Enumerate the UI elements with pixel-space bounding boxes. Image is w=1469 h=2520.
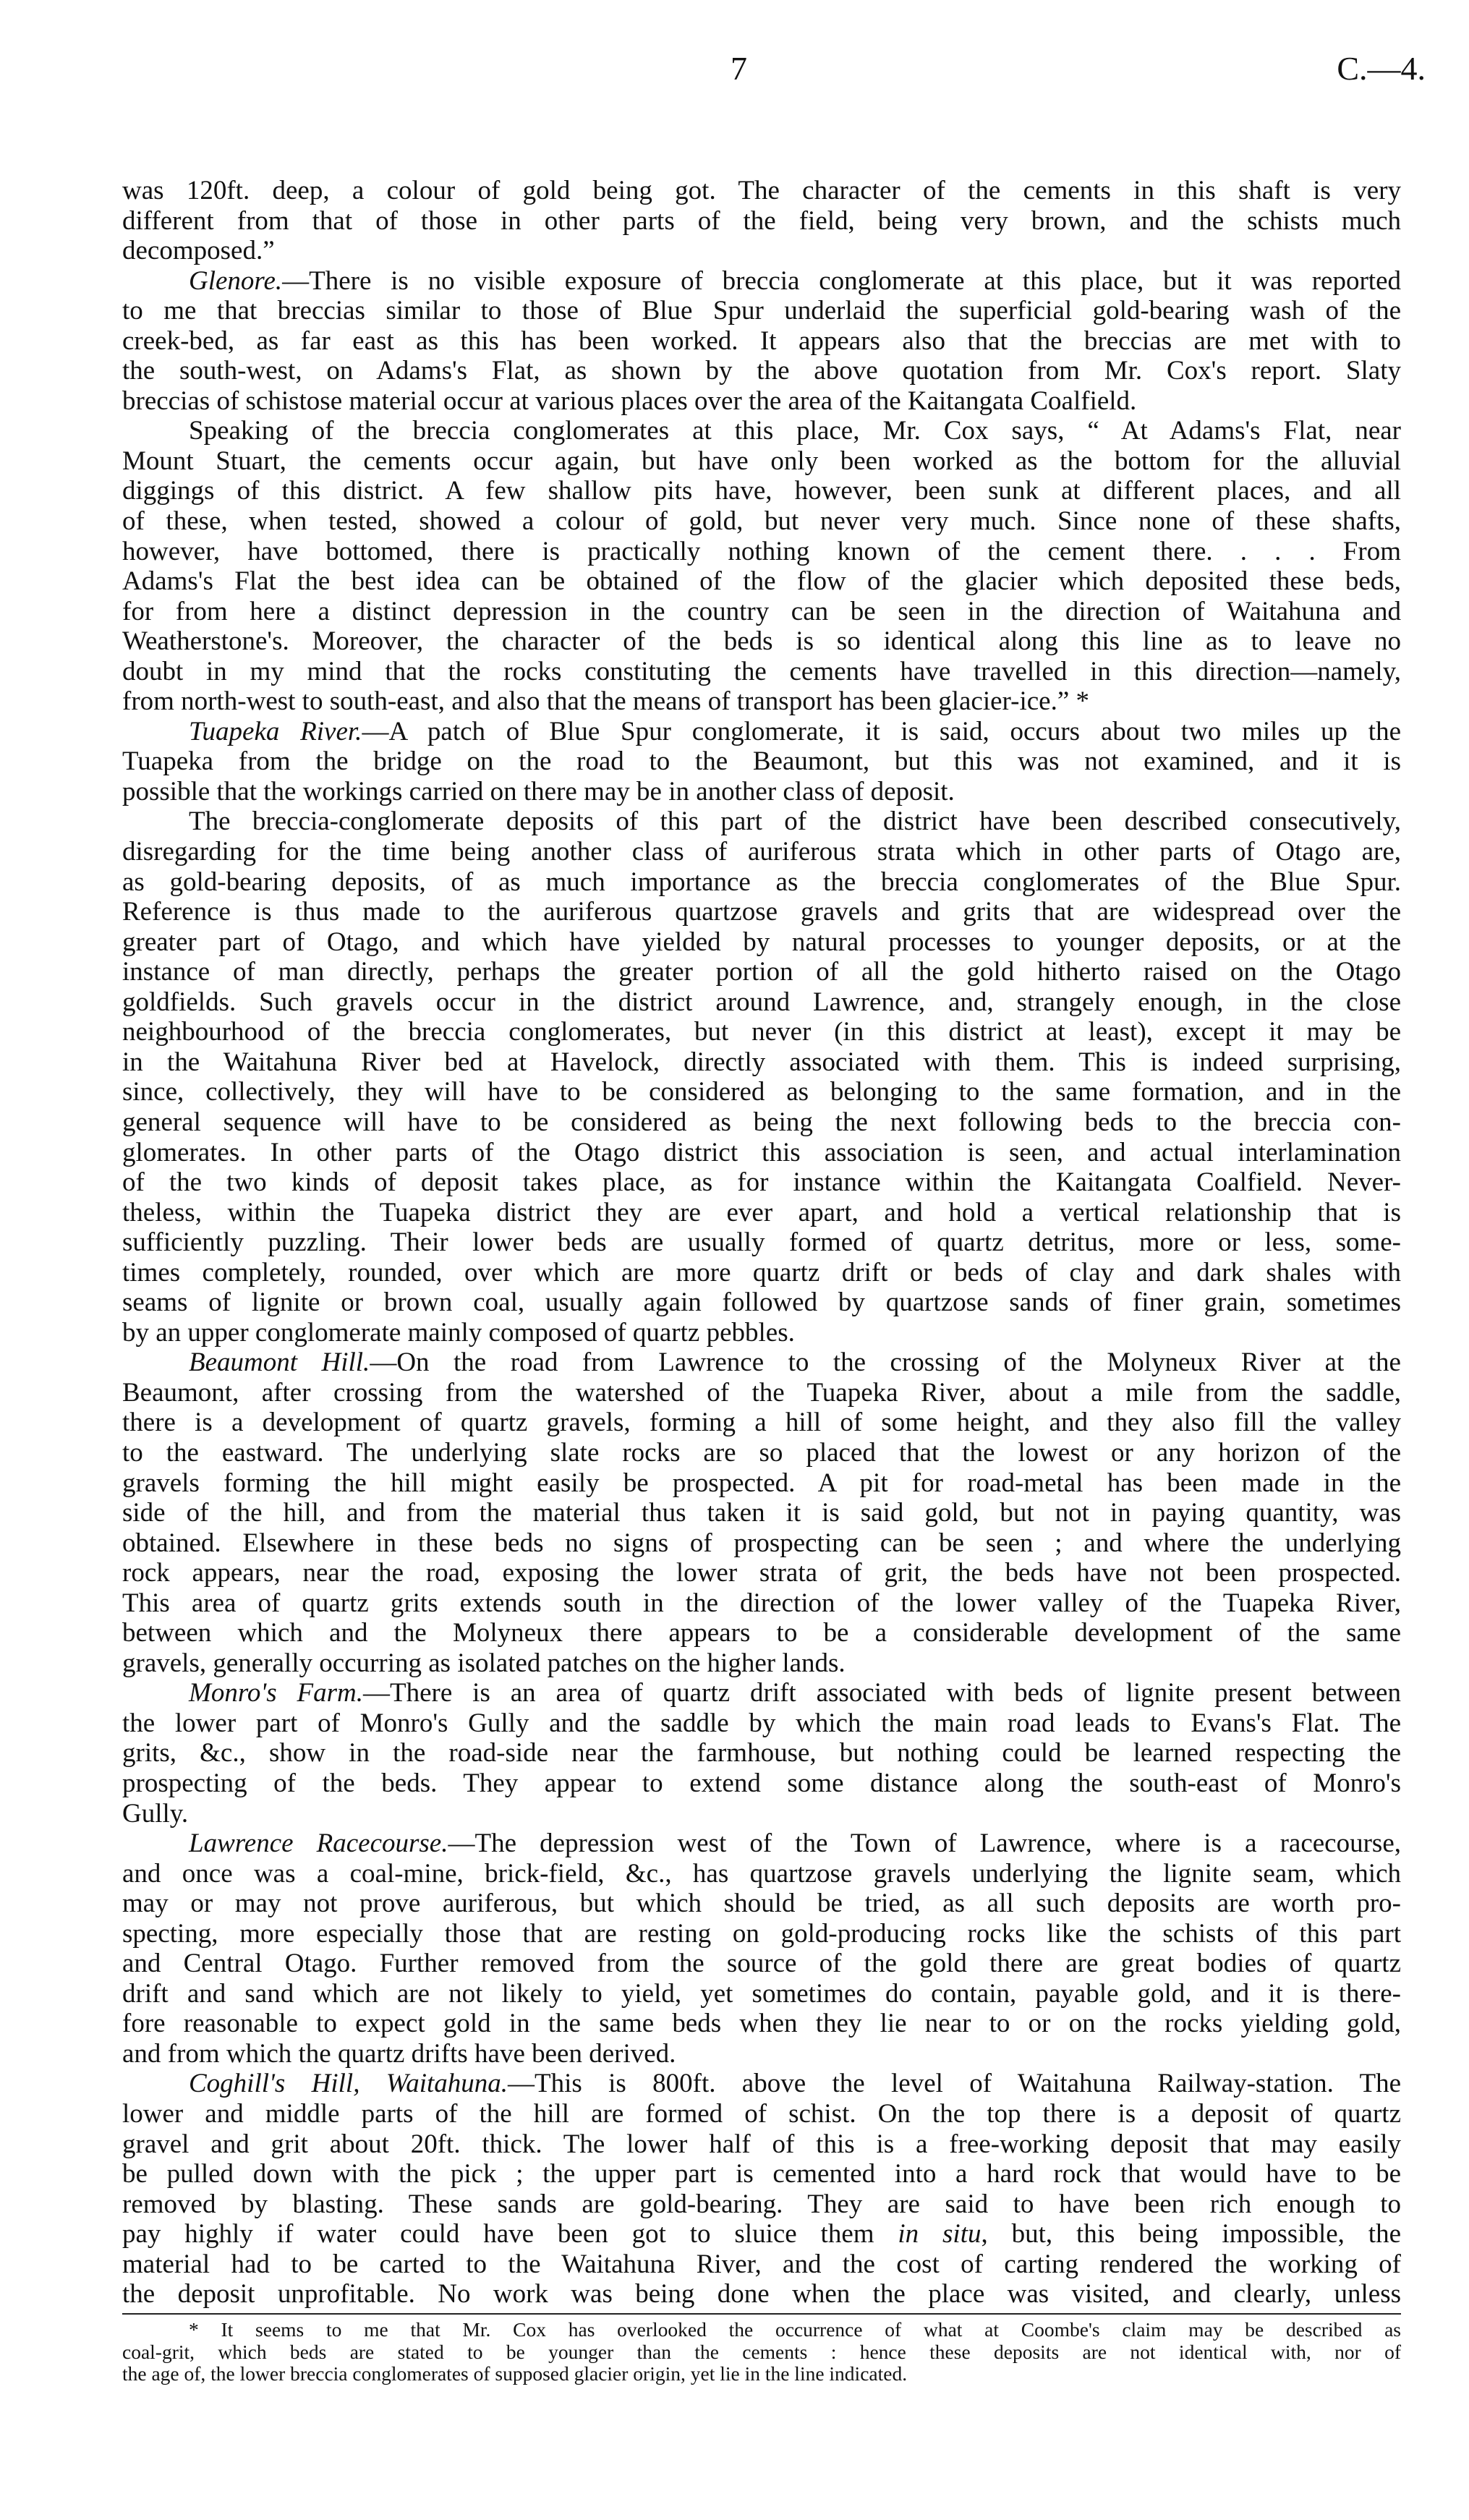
text-segment: neighbourhood of the breccia conglomerates, but never (in this district at least), except it may be [122, 1017, 1401, 1047]
text-line [122, 416, 1401, 446]
text-segment: gravels, generally occurring as isolated patches on the higher lands. [122, 1648, 846, 1678]
text-segment: breccias of schistose material occur at various places over the area of the Kaitangata Coalfield. [122, 386, 1137, 416]
text-line [122, 1198, 1401, 1228]
text-segment: however, have bottomed, there is practically nothing known of the cement there. . . . From [122, 536, 1401, 566]
text-segment: diggings of this district. A few shallow pits have, however, been sunk at different places, and all [122, 476, 1401, 506]
text-segment: theless, within the Tuapeka district they are ever apart, and hold a vertical relationship that is [122, 1197, 1401, 1227]
text-segment: Speaking of the breccia conglomerates at this place, Mr. Cox says, “ At Adams's Flat, near [189, 416, 1401, 446]
text-segment: to me that breccias similar to those of Blue Spur underlaid the superficial gold-bearing wash of the [122, 296, 1401, 326]
text-line [122, 2249, 1401, 2280]
text-line [122, 746, 1401, 777]
text-segment: grits, &c., show in the road-side near the farmhouse, but nothing could be learned respecting the [122, 1738, 1401, 1768]
text-line [122, 1528, 1401, 1559]
text-segment: the deposit unprofitable. No work was being done when the place was visited, and clearly, unless [122, 2279, 1401, 2310]
text-segment: drift and sand which are not likely to yield, yet sometimes do contain, payable gold, and it is there- [122, 1978, 1401, 2009]
text-segment: creek-bed, as far east as this has been worked. It appears also that the breccias are met with to [122, 325, 1401, 356]
text-segment: side of the hill, and from the material thus taken it is said gold, but not in paying quantity, was [122, 1498, 1401, 1528]
page-number: 7 [731, 50, 747, 87]
text-line [122, 597, 1401, 627]
text-segment: of the two kinds of deposit takes place, as for instance within the Kaitangata Coalfield. Never- [122, 1167, 1401, 1198]
text-line [122, 1138, 1401, 1168]
text-segment: The breccia-conglomerate deposits of this part of the district have been described consecutively, [189, 806, 1401, 837]
text-segment: coal-grit, which beds are stated to be younger than the cements : hence these deposits are not identical with, nor of [122, 2340, 1401, 2363]
text-segment: Adams's Flat the best idea can be obtained of the flow of the glacier which deposited these beds, [122, 566, 1401, 597]
italic-text: Glenore. [189, 265, 283, 296]
text-segment: there is a development of quartz gravels, forming a hill of some height, and they also fill the valley [122, 1408, 1401, 1438]
text-line [122, 236, 1401, 266]
text-segment: doubt in my mind that the rocks constituting the cements have travelled in this direction—namely, [122, 656, 1401, 686]
text-line [122, 266, 1401, 297]
text-line [122, 2189, 1401, 2220]
text-segment: pay highly if water could have been got to sluice them [122, 2219, 898, 2249]
text-line [122, 1287, 1401, 1318]
text-line [122, 1468, 1401, 1499]
text-segment: from north-west to south-east, and also that the means of transport has been glacier-ice.” * [122, 686, 1089, 717]
text-segment: Tuapeka from the bridge on the road to the Beaumont, but this was not examined, and it is [122, 746, 1401, 777]
text-segment: obtained. Elsewhere in these beds no signs of prospecting can be seen ; and where the underlying [122, 1528, 1401, 1558]
text-line [122, 1588, 1401, 1619]
text-line [122, 2099, 1401, 2129]
text-line [122, 1017, 1401, 1047]
text-line [122, 476, 1401, 506]
text-line [122, 2159, 1401, 2189]
text-line [122, 927, 1401, 958]
text-segment: was 120ft. deep, a colour of gold being got. The character of the cements in this shaft is very [122, 176, 1401, 205]
text-line [122, 1799, 1401, 1829]
text-line [122, 1318, 1401, 1348]
text-line [122, 717, 1401, 747]
text-segment: specting, more especially those that are resting on gold-producing rocks like the schists of this part [122, 1918, 1401, 1949]
text-segment: goldfields. Such gravels occur in the district around Lawrence, and, strangely enough, in the close [122, 987, 1401, 1017]
text-line [122, 1107, 1401, 1138]
text-segment: lower and middle parts of the hill are formed of schist. On the top there is a deposit of quartz [122, 2099, 1401, 2129]
text-segment: * It seems to me that Mr. Cox has overlooked the occurrence of what at Coombe's claim may be described as [189, 2318, 1401, 2341]
text-segment: Beaumont, after crossing from the watershed of the Tuapeka River, about a mile from the saddle, [122, 1377, 1401, 1408]
text-line [122, 356, 1401, 386]
text-segment: and from which the quartz drifts have been derived. [122, 2038, 676, 2069]
text-line [122, 987, 1401, 1018]
text-line [122, 1378, 1401, 1408]
text-segment: greater part of Otago, and which have yielded by natural processes to younger deposits, or at the [122, 927, 1401, 957]
text-line [122, 566, 1401, 597]
text-segment: This area of quartz grits extends south in the direction of the lower valley of the Tuapeka River, [122, 1588, 1401, 1618]
text-line [122, 386, 1401, 417]
text-line [122, 446, 1401, 477]
text-line [122, 537, 1401, 567]
text-line [122, 326, 1401, 357]
text-segment: removed by blasting. These sands are gold-bearing. They are said to have been rich enough to [122, 2189, 1401, 2219]
text-segment: sufficiently puzzling. Their lower beds are usually formed of quartz detritus, more or less, some- [122, 1227, 1401, 1258]
text-segment: —There is an area of quartz drift associated with beds of lignite present between [363, 1678, 1401, 1708]
text-line [122, 686, 1401, 717]
text-segment: may or may not prove auriferous, but which should be tried, as all such deposits are worth pro- [122, 1889, 1401, 1919]
text-line [122, 2069, 1401, 2099]
footnote-line [122, 2319, 1401, 2341]
text-segment: Mount Stuart, the cements occur again, but have only been worked as the bottom for the alluvial [122, 446, 1401, 476]
text-segment: —This is 800ft. above the level of Waitahuna Railway-station. The [508, 2069, 1402, 2099]
text-line [122, 1438, 1401, 1468]
text-line [122, 206, 1401, 237]
document-code: C.—4. [1337, 50, 1426, 87]
text-line [122, 1167, 1401, 1198]
text-segment: Weatherstone's. Moreover, the character of the beds is so identical along this line as to leave no [122, 626, 1401, 657]
text-segment: the south-west, on Adams's Flat, as shown by the above quotation from Mr. Cox's report. Slaty [122, 356, 1401, 386]
text-line [122, 1889, 1401, 1919]
text-line [122, 777, 1401, 807]
text-line [122, 957, 1401, 987]
text-line [122, 2009, 1401, 2039]
text-line [122, 1859, 1401, 1889]
text-segment: Gully. [122, 1798, 189, 1829]
text-line [122, 2129, 1401, 2160]
text-line [122, 1077, 1401, 1107]
text-line [122, 626, 1401, 657]
text-line [122, 1979, 1401, 2009]
text-line [122, 1768, 1401, 1799]
italic-text: Coghill's Hill, Waitahuna. [189, 2069, 508, 2099]
text-line [122, 1949, 1401, 1979]
text-line [122, 1258, 1401, 1288]
text-segment: fore reasonable to expect gold in the same beds when they lie near to or on the rocks yielding gold, [122, 2009, 1401, 2039]
text-segment: rock appears, near the road, exposing the lower strata of grit, the beds have not been prospected. [122, 1558, 1401, 1588]
text-segment: disregarding for the time being another class of auriferous strata which in other parts of Otago are, [122, 837, 1401, 867]
text-segment: between which and the Molyneux there appears to be a considerable development of the same [122, 1618, 1401, 1648]
text-segment: in the Waitahuna River bed at Havelock, directly associated with them. This is indeed surprising, [122, 1047, 1401, 1077]
text-line [122, 1348, 1401, 1378]
text-line [122, 2219, 1401, 2249]
text-line [122, 1738, 1401, 1768]
text-segment: gravel and grit about 20ft. thick. The lower half of this is a free-working deposit that may easily [122, 2129, 1401, 2159]
text-line [122, 867, 1401, 898]
text-line [122, 1919, 1401, 1949]
text-segment: of these, when tested, showed a colour of gold, but never very much. Since none of these shafts, [122, 506, 1401, 537]
text-segment: —There is no visible exposure of breccia conglomerate at this place, but it was reported [282, 265, 1401, 296]
footnote-line [122, 2341, 1401, 2364]
text-segment: and Central Otago. Further removed from the source of the gold there are great bodies of quartz [122, 1949, 1401, 1979]
body-text [122, 176, 1401, 2310]
text-line [122, 506, 1401, 537]
text-segment: the lower part of Monro's Gully and the saddle by which the main road leads to Evans's Flat. The [122, 1708, 1401, 1738]
text-line [122, 296, 1401, 326]
italic-text: Tuapeka River. [189, 716, 362, 746]
text-segment: possible that the workings carried on there may be in another class of deposit. [122, 776, 955, 806]
text-line [122, 176, 1401, 206]
text-line [122, 1678, 1401, 1708]
italic-text: Lawrence Racecourse. [189, 1829, 448, 1859]
text-segment: to the eastward. The underlying slate rocks are so placed that the lowest or any horizon of the [122, 1437, 1401, 1468]
text-line [122, 1047, 1401, 1078]
text-segment: be pulled down with the pick ; the upper part is cemented into a hard rock that would have to be [122, 2159, 1401, 2189]
text-segment: —On the road from Lawrence to the crossing of the Molyneux River at the [370, 1348, 1401, 1378]
text-segment: gravels forming the hill might easily be prospected. A pit for road-metal has been made in the [122, 1468, 1401, 1498]
text-line [122, 806, 1401, 837]
text-line [122, 1648, 1401, 1679]
text-line [122, 2039, 1401, 2069]
text-segment: decomposed.” [122, 236, 275, 266]
text-segment: prospecting of the beds. They appear to extend some distance along the south-east of Monro's [122, 1768, 1401, 1798]
text-line [122, 1558, 1401, 1588]
text-segment: instance of man directly, perhaps the greater portion of all the gold hitherto raised on the Otago [122, 957, 1401, 987]
text-segment: Reference is thus made to the auriferous quartzose gravels and grits that are widespread over the [122, 897, 1401, 927]
text-line [122, 1408, 1401, 1438]
italic-text: Beaumont Hill. [189, 1348, 370, 1378]
text-segment: —The depression west of the Town of Lawrence, where is a racecourse, [448, 1829, 1401, 1859]
text-line [122, 897, 1401, 927]
text-segment: by an upper conglomerate mainly composed of quartz pebbles. [122, 1317, 795, 1348]
text-segment: and once was a coal-mine, brick-field, &c., has quartzose gravels underlying the lignite seam, which [122, 1858, 1401, 1889]
text-segment: —A patch of Blue Spur conglomerate, it is said, occurs about two miles up the [362, 716, 1401, 746]
text-segment: , but, this being impossible, the [981, 2219, 1401, 2249]
text-line [122, 1618, 1401, 1648]
text-segment: glomerates. In other parts of the Otago district this association is seen, and actual interlamination [122, 1137, 1401, 1167]
text-segment: for from here a distinct depression in the country can be seen in the direction of Waitahuna and [122, 596, 1401, 626]
text-segment: seams of lignite or brown coal, usually again followed by quartzose sands of finer grain, sometimes [122, 1287, 1401, 1318]
text-segment: the age of, the lower breccia conglomerates of supposed glacier origin, yet lie in the line indicated. [122, 2362, 908, 2385]
footnote-line [122, 2363, 1401, 2385]
text-line [122, 1829, 1401, 1859]
text-line [122, 1227, 1401, 1258]
text-segment: times completely, rounded, over which are more quartz drift or beds of clay and dark shales with [122, 1257, 1401, 1287]
text-line [122, 1708, 1401, 1739]
text-line [122, 837, 1401, 867]
text-segment: material had to be carted to the Waitahuna River, and the cost of carting rendered the working of [122, 2249, 1401, 2279]
text-line [122, 2279, 1401, 2310]
text-segment: as gold-bearing deposits, of as much importance as the breccia conglomerates of the Blue Spur. [122, 867, 1401, 897]
footnote-divider [122, 2313, 1401, 2315]
text-line [122, 657, 1401, 687]
text-line [122, 1498, 1401, 1528]
italic-text: Monro's Farm. [189, 1678, 364, 1708]
text-segment: different from that of those in other parts of the field, being very brown, and the schists much [122, 205, 1401, 236]
italic-text: in situ [898, 2219, 982, 2249]
footnote [122, 2319, 1401, 2385]
text-segment: general sequence will have to be considered as being the next following beds to the breccia con- [122, 1107, 1401, 1137]
text-segment: since, collectively, they will have to be considered as belonging to the same formation, and in the [122, 1077, 1401, 1107]
